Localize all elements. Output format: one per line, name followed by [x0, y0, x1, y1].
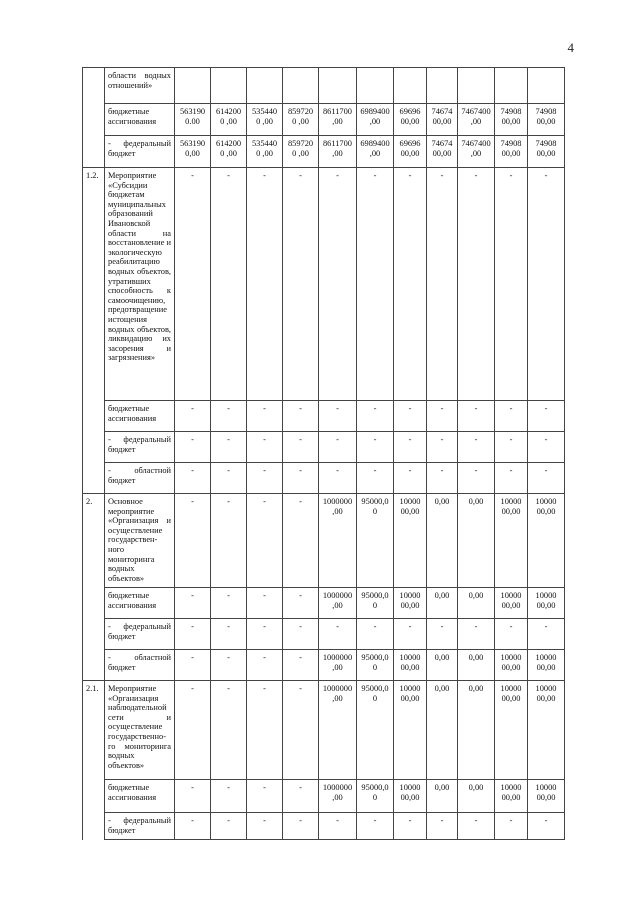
row-name: - федеральный бюджет — [105, 432, 175, 463]
value-cell: 10000 00,00 — [394, 588, 427, 619]
value-cell: - — [175, 494, 211, 588]
value-cell: 1000000 ,00 — [319, 650, 357, 681]
value-cell: 1000000 ,00 — [319, 494, 357, 588]
value-cell: - — [427, 813, 458, 840]
value-cell: 8597200 ,00 — [283, 136, 319, 168]
value-cell: 0,00 — [458, 780, 495, 813]
value-cell: - — [283, 401, 319, 432]
value-cell — [394, 68, 427, 104]
row-number — [83, 650, 105, 681]
value-cell: 95000,0 0 — [357, 780, 394, 813]
value-cell: - — [394, 168, 427, 401]
value-cell: - — [283, 168, 319, 401]
value-cell: - — [394, 813, 427, 840]
value-cell — [528, 68, 565, 104]
value-cell: - — [528, 168, 565, 401]
value-cell — [458, 68, 495, 104]
row-number — [83, 780, 105, 813]
table-body — [83, 68, 565, 840]
value-cell: - — [495, 619, 528, 650]
value-cell: - — [427, 168, 458, 401]
value-cell: - — [283, 432, 319, 463]
value-cell: - — [427, 619, 458, 650]
table-row — [83, 650, 565, 681]
value-cell: 1000000 ,00 — [319, 780, 357, 813]
value-cell: - — [458, 463, 495, 494]
value-cell: 74908 00,00 — [495, 104, 528, 136]
value-cell: 563190 0,00 — [175, 136, 211, 168]
value-cell: - — [211, 401, 247, 432]
value-cell: 95000,0 0 — [357, 650, 394, 681]
table-row — [83, 168, 565, 401]
value-cell: 5354400 ,00 — [247, 136, 283, 168]
value-cell: 10000 00,00 — [394, 780, 427, 813]
value-cell: - — [528, 401, 565, 432]
value-cell: - — [528, 463, 565, 494]
row-name: Основное мероприятие «Организация и осуществление государствен-ного мониторинга водных объектов» — [105, 494, 175, 588]
value-cell: 1000000 ,00 — [319, 681, 357, 780]
value-cell: 8597200 ,00 — [283, 104, 319, 136]
value-cell: 10000 00,00 — [495, 588, 528, 619]
value-cell: - — [211, 813, 247, 840]
value-cell: - — [283, 619, 319, 650]
value-cell: - — [247, 494, 283, 588]
value-cell: - — [247, 168, 283, 401]
value-cell: 6989400 ,00 — [357, 104, 394, 136]
row-number — [83, 136, 105, 168]
value-cell: 74908 00,00 — [495, 136, 528, 168]
value-cell: 8611700 ,00 — [319, 104, 357, 136]
value-cell: - — [247, 813, 283, 840]
value-cell: - — [211, 780, 247, 813]
value-cell: - — [357, 619, 394, 650]
value-cell: - — [458, 432, 495, 463]
value-cell: - — [283, 780, 319, 813]
value-cell: - — [211, 463, 247, 494]
row-number: 2. — [83, 494, 105, 588]
value-cell: - — [247, 432, 283, 463]
value-cell: - — [283, 681, 319, 780]
value-cell: - — [211, 619, 247, 650]
value-cell: 0,00 — [427, 780, 458, 813]
value-cell: 10000 00,00 — [394, 650, 427, 681]
value-cell: - — [319, 813, 357, 840]
table-row — [83, 432, 565, 463]
value-cell: 10000 00,00 — [528, 780, 565, 813]
value-cell: - — [247, 401, 283, 432]
value-cell — [211, 68, 247, 104]
value-cell — [283, 68, 319, 104]
row-name: области водных отношений» — [105, 68, 175, 104]
value-cell: - — [283, 813, 319, 840]
budget-table — [82, 67, 565, 840]
value-cell: 74908 00,00 — [528, 104, 565, 136]
value-cell: 0,00 — [458, 650, 495, 681]
value-cell: 0,00 — [427, 494, 458, 588]
row-name: бюджетные ассигнования — [105, 104, 175, 136]
value-cell: - — [175, 401, 211, 432]
value-cell: 10000 00,00 — [528, 681, 565, 780]
value-cell: - — [495, 401, 528, 432]
row-name: - областной бюджет — [105, 463, 175, 494]
value-cell: 7467400 ,00 — [458, 136, 495, 168]
value-cell: 10000 00,00 — [495, 681, 528, 780]
row-number — [83, 619, 105, 650]
value-cell: - — [211, 650, 247, 681]
value-cell: - — [175, 168, 211, 401]
value-cell: 74908 00,00 — [528, 136, 565, 168]
value-cell: 0,00 — [427, 681, 458, 780]
value-cell: 95000,0 0 — [357, 494, 394, 588]
value-cell: - — [175, 588, 211, 619]
value-cell: 10000 00,00 — [528, 588, 565, 619]
value-cell: - — [175, 650, 211, 681]
row-name: бюджетные ассигнования — [105, 401, 175, 432]
value-cell: 95000,0 0 — [357, 681, 394, 780]
value-cell: - — [427, 401, 458, 432]
row-number: 2.1. — [83, 681, 105, 780]
value-cell: 10000 00,00 — [394, 494, 427, 588]
value-cell: - — [211, 432, 247, 463]
value-cell — [319, 68, 357, 104]
value-cell: - — [458, 619, 495, 650]
value-cell: - — [319, 463, 357, 494]
value-cell: - — [283, 494, 319, 588]
value-cell: - — [495, 432, 528, 463]
value-cell: 8611700 ,00 — [319, 136, 357, 168]
value-cell: - — [211, 168, 247, 401]
value-cell: - — [319, 432, 357, 463]
value-cell: 0,00 — [458, 494, 495, 588]
value-cell: 74674 00,00 — [427, 104, 458, 136]
row-number — [83, 432, 105, 463]
value-cell: 74674 00,00 — [427, 136, 458, 168]
row-number — [83, 68, 105, 104]
table-row — [83, 494, 565, 588]
table-row — [83, 681, 565, 780]
value-cell: - — [528, 813, 565, 840]
value-cell: - — [357, 432, 394, 463]
table-row — [83, 104, 565, 136]
value-cell — [495, 68, 528, 104]
value-cell: - — [247, 650, 283, 681]
row-number — [83, 463, 105, 494]
value-cell — [357, 68, 394, 104]
value-cell: 0,00 — [458, 588, 495, 619]
value-cell: 1000000 ,00 — [319, 588, 357, 619]
value-cell: - — [319, 619, 357, 650]
row-number — [83, 813, 105, 840]
table-row — [83, 588, 565, 619]
value-cell: 0,00 — [458, 681, 495, 780]
value-cell: - — [394, 463, 427, 494]
value-cell: 10000 00,00 — [495, 494, 528, 588]
row-number — [83, 401, 105, 432]
table-row — [83, 780, 565, 813]
value-cell — [175, 68, 211, 104]
page-number: 4 — [567, 40, 574, 55]
value-cell: - — [427, 463, 458, 494]
value-cell: - — [175, 681, 211, 780]
value-cell: 6142000 ,00 — [211, 136, 247, 168]
value-cell: - — [283, 588, 319, 619]
row-name: бюджетные ассигнования — [105, 780, 175, 813]
value-cell: 6989400 ,00 — [357, 136, 394, 168]
value-cell: - — [283, 463, 319, 494]
value-cell: - — [247, 681, 283, 780]
row-name: - федеральный бюджет — [105, 619, 175, 650]
value-cell: 0,00 — [427, 588, 458, 619]
value-cell — [247, 68, 283, 104]
value-cell: - — [495, 168, 528, 401]
value-cell: - — [394, 619, 427, 650]
table-row — [83, 463, 565, 494]
table-row — [83, 619, 565, 650]
value-cell: 10000 00,00 — [495, 650, 528, 681]
value-cell: - — [495, 463, 528, 494]
value-cell: 10000 00,00 — [528, 650, 565, 681]
row-number — [83, 104, 105, 136]
value-cell: - — [394, 401, 427, 432]
row-name: - федеральный бюджет — [105, 136, 175, 168]
table-row — [83, 136, 565, 168]
value-cell: - — [357, 463, 394, 494]
value-cell: - — [247, 588, 283, 619]
row-name: Мероприятие «Субсидии бюджетам муниципальных образований Ивановской области на восстановление и экологическую реабилитацию водных объектов, утративших способность к самоочищению, предотвращение истощения водных объектов, ликвидацию их засорения и загрязнения» — [105, 168, 175, 401]
value-cell: - — [319, 168, 357, 401]
value-cell: 0,00 — [427, 650, 458, 681]
value-cell: - — [211, 588, 247, 619]
value-cell: - — [175, 780, 211, 813]
value-cell: - — [357, 168, 394, 401]
row-name: - областной бюджет — [105, 650, 175, 681]
value-cell: - — [175, 619, 211, 650]
table-row — [83, 813, 565, 840]
value-cell: - — [247, 463, 283, 494]
value-cell: 69696 00,00 — [394, 104, 427, 136]
value-cell: - — [247, 619, 283, 650]
value-cell: 7467400 ,00 — [458, 104, 495, 136]
value-cell: 10000 00,00 — [495, 780, 528, 813]
value-cell: - — [394, 432, 427, 463]
row-number — [83, 588, 105, 619]
value-cell: - — [458, 401, 495, 432]
value-cell: - — [247, 780, 283, 813]
value-cell: 69696 00,00 — [394, 136, 427, 168]
value-cell: 563190 0.00 — [175, 104, 211, 136]
value-cell: - — [211, 681, 247, 780]
row-name: Мероприятие «Организация наблюдательной сети и осуществление государственно-го мониторинга водных объектов» — [105, 681, 175, 780]
value-cell: 5354400 ,00 — [247, 104, 283, 136]
value-cell: - — [528, 432, 565, 463]
value-cell: - — [458, 168, 495, 401]
value-cell: 6142000 ,00 — [211, 104, 247, 136]
value-cell: - — [175, 813, 211, 840]
value-cell: - — [357, 401, 394, 432]
value-cell: - — [427, 432, 458, 463]
row-name: - федеральный бюджет — [105, 813, 175, 840]
value-cell: - — [458, 813, 495, 840]
value-cell: - — [283, 650, 319, 681]
value-cell: 10000 00,00 — [394, 681, 427, 780]
value-cell: - — [495, 813, 528, 840]
value-cell: - — [528, 619, 565, 650]
row-number: 1.2. — [83, 168, 105, 401]
value-cell: 95000,0 0 — [357, 588, 394, 619]
table-row — [83, 68, 565, 104]
value-cell: - — [175, 463, 211, 494]
value-cell: - — [357, 813, 394, 840]
table-row — [83, 401, 565, 432]
value-cell: - — [175, 432, 211, 463]
row-name: бюджетные ассигнования — [105, 588, 175, 619]
value-cell: 10000 00,00 — [528, 494, 565, 588]
value-cell: - — [319, 401, 357, 432]
value-cell: - — [211, 494, 247, 588]
value-cell — [427, 68, 458, 104]
